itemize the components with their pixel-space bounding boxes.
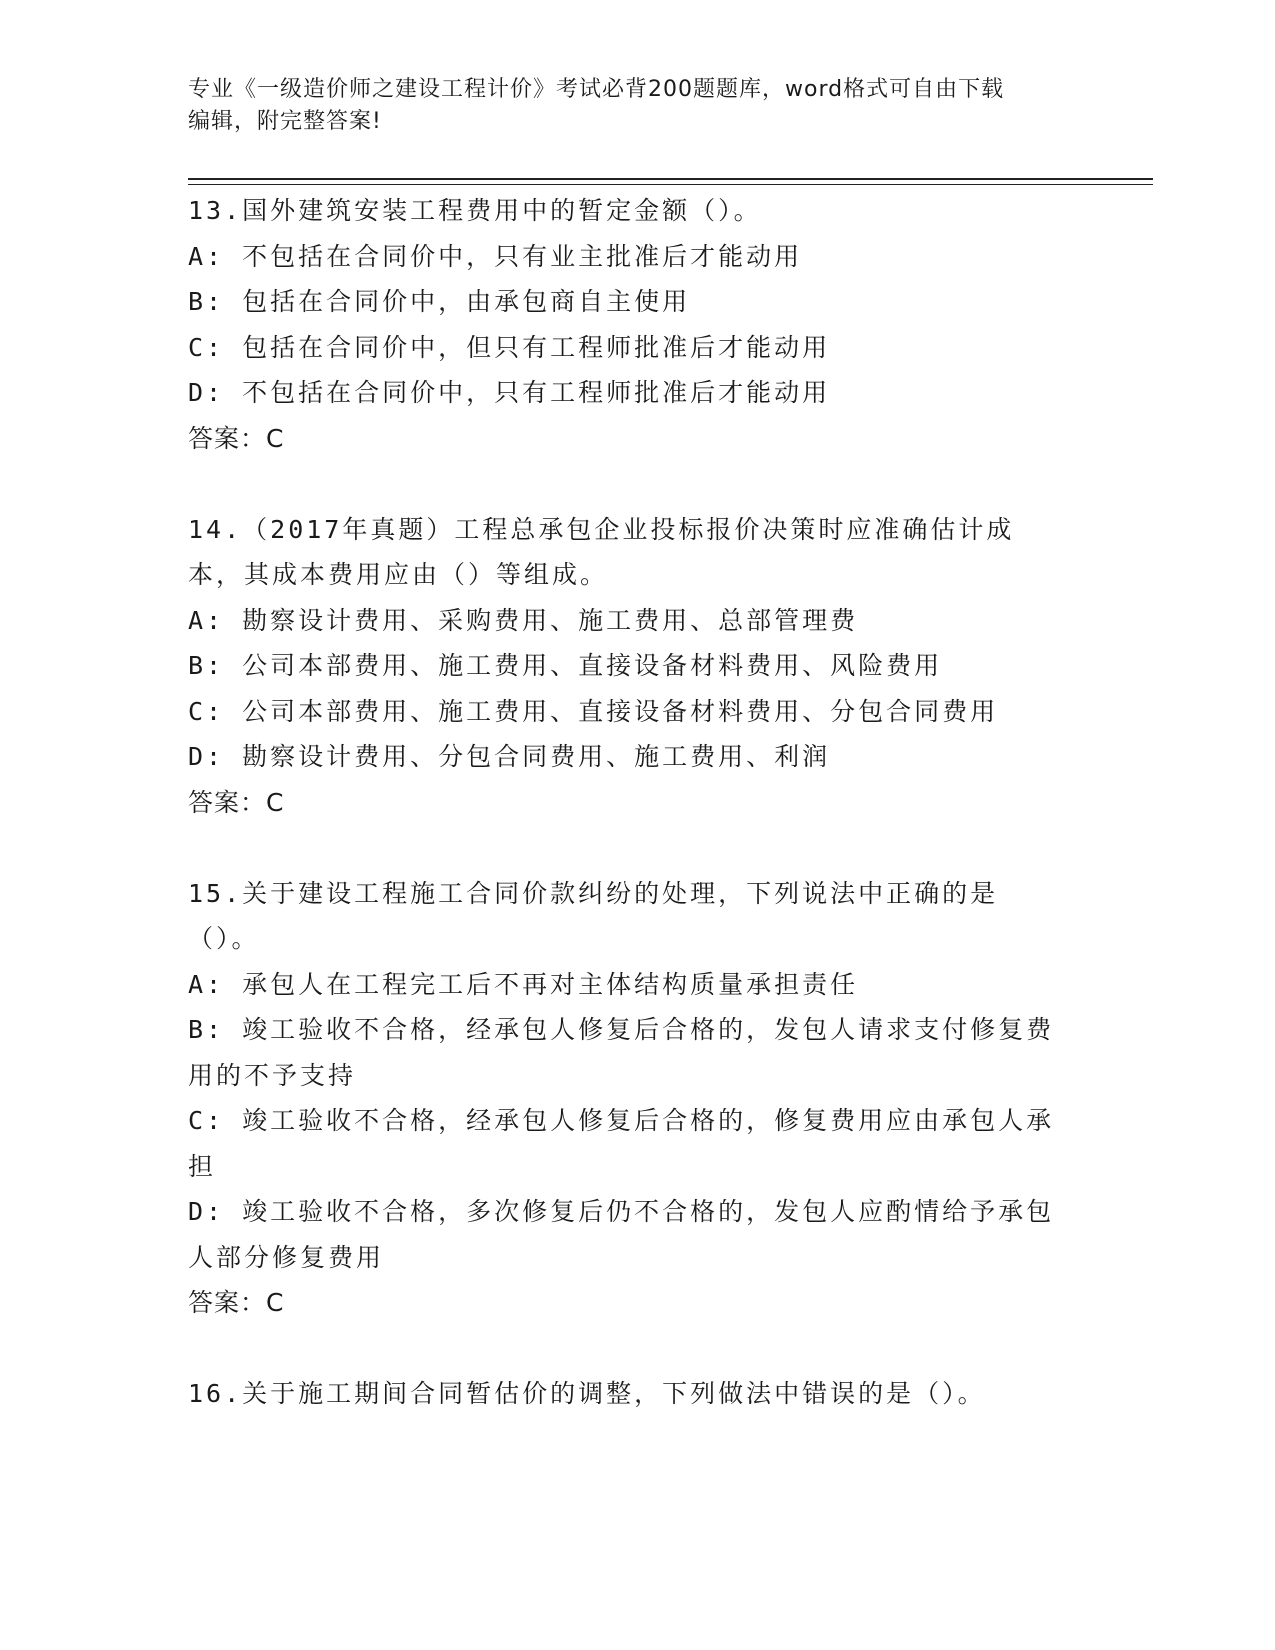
option-a: A: 勘察设计费用、采购费用、施工费用、总部管理费 [188, 605, 859, 635]
question-list [188, 188, 1068, 1417]
question-stem: 14.（2017年真题）工程总承包企业投标报价决策时应准确估计成本，其成本费用应由（）等组成。 [188, 514, 1015, 589]
question-stem: 16.关于施工期间合同暂估价的调整，下列做法中错误的是（）。 [188, 1379, 986, 1408]
option-d: D: 勘察设计费用、分包合同费用、施工费用、利润 [188, 742, 831, 771]
option-c: C: 包括在合同价中，但只有工程师批准后才能动用 [188, 332, 831, 362]
header-intro-line-1: 专业《一级造价师之建设工程计价》考试必背200题题库，word格式可自由下载 [188, 77, 1005, 102]
option-b: B: 竣工验收不合格，经承包人修复后合格的，发包人请求支付修复费用的不予支持 [188, 1015, 1055, 1090]
question-15 [188, 871, 1068, 1326]
question-13 [188, 188, 1068, 461]
option-a: A: 承包人在工程完工后不再对主体结构质量承担责任 [188, 969, 859, 999]
option-a: A: 不包括在合同价中，只有业主批准后才能动用 [188, 241, 803, 271]
header-intro-line-2: 编辑，附完整答案! [188, 109, 382, 134]
question-16 [188, 1371, 1068, 1417]
option-c: C: 公司本部费用、施工费用、直接设备材料费用、分包合同费用 [188, 696, 999, 726]
option-d: D: 不包括在合同价中，只有工程师批准后才能动用 [188, 378, 831, 407]
question-stem: 13.国外建筑安装工程费用中的暂定金额（）。 [188, 196, 762, 225]
option-d: D: 竣工验收不合格，多次修复后仍不合格的，发包人应酌情给予承包人部分修复费用 [188, 1197, 1055, 1272]
answer: 答案：C [188, 423, 285, 453]
option-c: C: 竣工验收不合格，经承包人修复后合格的，修复费用应由承包人承担 [188, 1106, 1055, 1181]
document-header [188, 74, 1068, 138]
question-14 [188, 507, 1068, 826]
option-b: B: 包括在合同价中，由承包商自主使用 [188, 287, 691, 316]
answer: 答案：C [188, 1288, 285, 1317]
header-rule-thin [188, 184, 1153, 185]
question-stem: 15.关于建设工程施工合同价款纠纷的处理，下列说法中正确的是（）。 [188, 878, 999, 953]
answer: 答案：C [188, 787, 285, 817]
header-rule-thick [188, 178, 1153, 180]
option-b: B: 公司本部费用、施工费用、直接设备材料费用、风险费用 [188, 651, 943, 680]
